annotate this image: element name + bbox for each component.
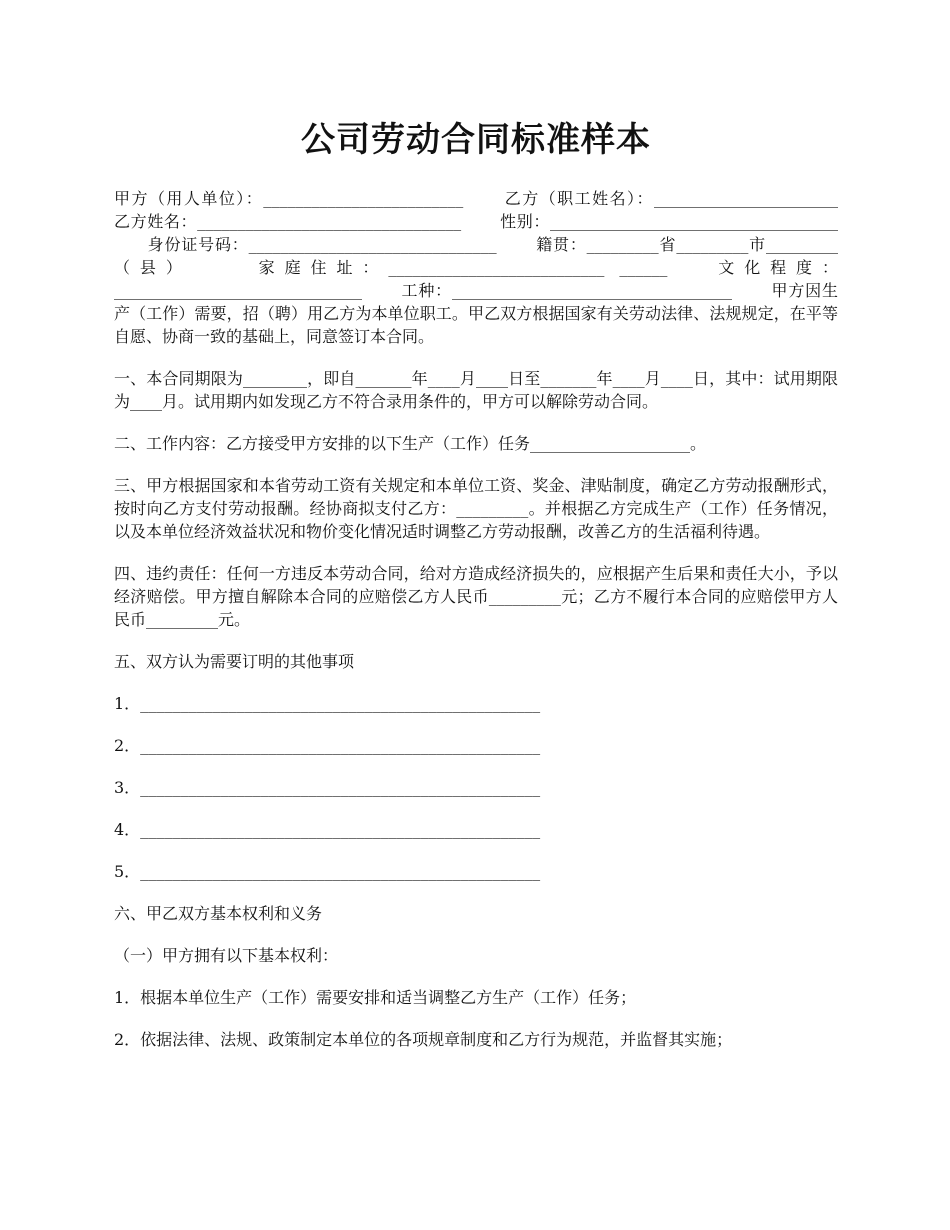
clause-other-matters: 五、双方认为需要订明的其他事项 <box>114 652 355 671</box>
other-matter-line-3: 3．__________________________________________________ <box>114 778 541 797</box>
clause-work-content: 二、工作内容：乙方接受甲方安排的以下生产（工作）任务____________________。 <box>114 434 707 453</box>
other-matter-line-4: 4．__________________________________________________ <box>114 820 541 839</box>
other-matter-line-1: 1．__________________________________________________ <box>114 694 541 713</box>
clause-term: 一、本合同期限为________，即自_______年____月____日至_______年____月____日，其中：试用期限为____月。试用期内如发现乙方不符合录用条件的，甲方可以解除劳动合同。 <box>114 369 838 411</box>
other-matter-line-5: 5．__________________________________________________ <box>114 862 541 881</box>
other-matter-line-2: 2．__________________________________________________ <box>114 736 541 755</box>
party-a-rights-title: （一）甲方拥有以下基本权利： <box>114 946 339 965</box>
document-title: 公司劳动合同标准样本 <box>301 120 651 160</box>
party-a-right-1: 1．根据本单位生产（工作）需要安排和适当调整乙方生产（工作）任务； <box>114 988 637 1007</box>
party-a-right-2: 2．依据法律、法规、政策制定本单位的各项规章制度和乙方行为规范，并监督其实施； <box>114 1030 733 1049</box>
clause-remuneration: 三、甲方根据国家和本省劳动工资有关规定和本单位工资、奖金、津贴制度，确定乙方劳动报酬形式，按时向乙方支付劳动报酬。经协商拟支付乙方：_________。并根据乙方完成生产（工作）任务情况，以及本单位经济效益状况和物价变化情况适时调整乙方劳动报酬，改善乙方的生活福利待遇。 <box>114 476 838 541</box>
party-info-paragraph: 甲方（用人单位）：_________________________ 乙方（职工姓名）：_______________________ 乙方姓名：_________________________________ 性别：____________________________________ 身份证号码：_______________________________ 籍贯：_________省_________市_________（县） 家庭住址：___________________________ ______ 文化程度：_______________________________ 工种：___________________________________ 甲方因生产（工作）需要，招（聘）用乙方为本单位职工。甲乙双方根据国家有关劳动法律、法规规定，在平等自愿、协商一致的基础上，同意签订本合同。 <box>114 189 860 346</box>
section-rights-duties-title: 六、甲乙双方基本权利和义务 <box>114 904 323 923</box>
clause-liability: 四、违约责任：任何一方违反本劳动合同，给对方造成经济损失的，应根据产生后果和责任大小，予以经济赔偿。甲方擅自解除本合同的应赔偿乙方人民币_________元；乙方不履行本合同的应赔偿甲方人民币_________元。 <box>114 564 838 629</box>
